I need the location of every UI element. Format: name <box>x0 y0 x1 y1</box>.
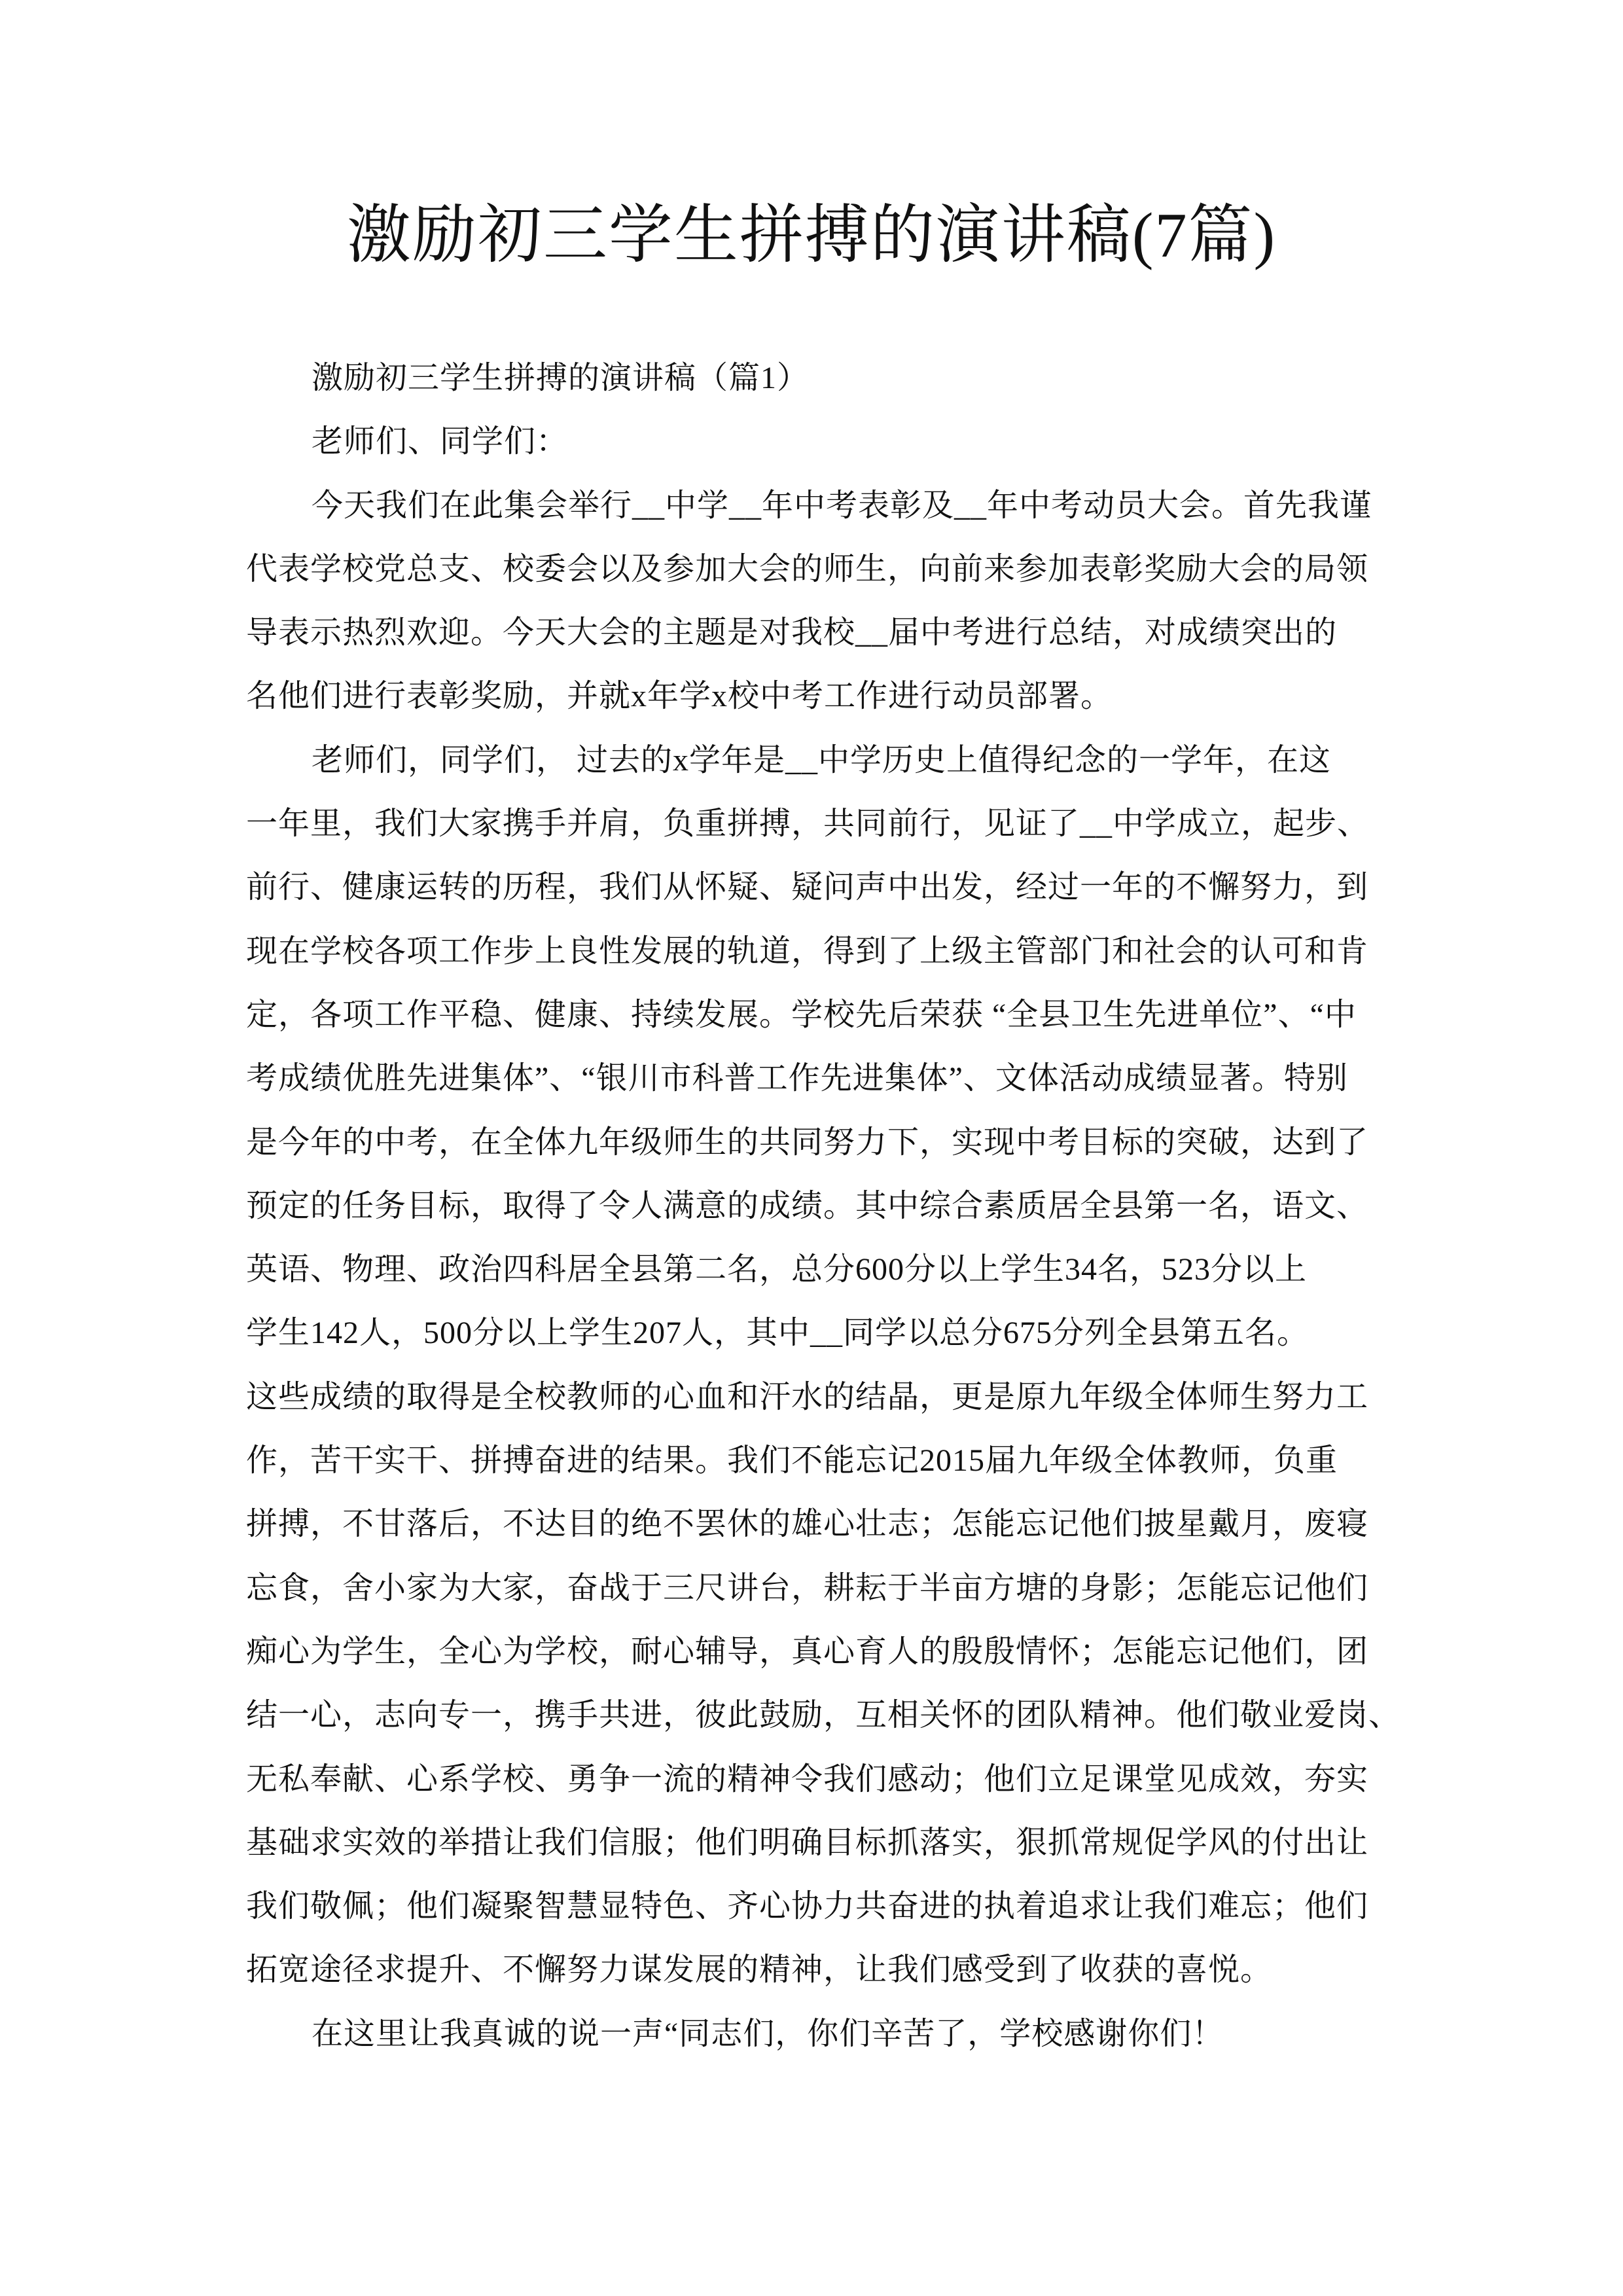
text-line: 无私奉献、心系学校、勇争一流的精神令我们感动；他们立足课堂见成效，夯实 <box>246 1761 1369 1797</box>
text-line: 痴心为学生，全心为学校，耐心辅导，真心育人的殷殷情怀；怎能忘记他们，团 <box>246 1634 1369 1669</box>
text-line: 预定的任务目标，取得了令人满意的成绩。其中综合素质居全县第一名，语文、 <box>246 1188 1369 1223</box>
text-line: 英语、物理、政治四科居全县第二名，总分600分以上学生34名，523分以上 <box>246 1252 1308 1287</box>
text-line: 拼搏，不甘落后，不达目的绝不罢休的雄心壮志；怎能忘记他们披星戴月，废寝 <box>246 1507 1369 1542</box>
text-line: 前行、健康运转的历程，我们从怀疑、疑问声中出发，经过一年的不懈努力，到 <box>246 870 1369 905</box>
text-line: 结一心，志向专一，携手共进，彼此鼓励，互相关怀的团队精神。他们敬业爱岗、 <box>246 1698 1401 1733</box>
document-title: 激励初三学生拼搏的演讲稿(7篇) <box>346 200 1277 271</box>
text-line: 定，各项工作平稳、健康、持续发展。学校先后荣获 “全县卫生先进单位”、“中 <box>246 997 1357 1032</box>
text-line: 考成绩优胜先进集体”、“银川市科普工作先进集体”、文体活动成绩显著。特别 <box>246 1061 1348 1096</box>
text-line: 学生142人，500分以上学生207人，其中__同学以总分675分列全县第五名。 <box>246 1316 1310 1351</box>
text-line: 名他们进行表彰奖励，并就x年学x校中考工作进行动员部署。 <box>246 679 1113 714</box>
text-line: 导表示热烈欢迎。今天大会的主题是对我校__届中考进行总结，对成绩突出的 <box>246 615 1338 651</box>
text-line: 在这里让我真诚的说一声“同志们，你们辛苦了，学校感谢你们！ <box>312 2016 1224 2051</box>
text-line: 作，苦干实干、拼搏奋进的结果。我们不能忘记2015届九年级全体教师，负重 <box>246 1443 1338 1479</box>
text-line: 我们敬佩；他们凝聚智慧显特色、齐心协力共奋进的执着追求让我们难忘；他们 <box>246 1889 1369 1924</box>
document-body <box>246 346 1401 2066</box>
text-line: 代表学校党总支、校委会以及参加大会的师生，向前来参加表彰奖励大会的局领 <box>246 551 1369 586</box>
text-line: 忘食，舍小家为大家，奋战于三尺讲台，耕耘于半亩方塘的身影；怎能忘记他们 <box>246 1570 1369 1605</box>
text-line: 老师们，同学们， 过去的x学年是__中学历史上值得纪念的一学年，在这 <box>312 742 1332 778</box>
text-line: 今天我们在此集会举行__中学__年中考表彰及__年中考动员大会。首先我谨 <box>312 488 1372 523</box>
text-line: 激励初三学生拼搏的演讲稿（篇1） <box>312 361 810 395</box>
text-line: 基础求实效的举措让我们信服；他们明确目标抓落实，狠抓常规促学风的付出让 <box>246 1825 1369 1860</box>
text-line: 这些成绩的取得是全校教师的心血和汗水的结晶，更是原九年级全体师生努力工 <box>246 1379 1369 1414</box>
text-line: 拓宽途径求提升、不懈努力谋发展的精神，让我们感受到了收获的喜悦。 <box>246 1952 1273 1988</box>
text-line: 现在学校各项工作步上良性发展的轨道，得到了上级主管部门和社会的认可和肯 <box>246 933 1369 969</box>
text-line: 是今年的中考，在全体九年级师生的共同努力下，实现中考目标的突破，达到了 <box>246 1124 1369 1160</box>
text-line: 一年里，我们大家携手并肩，负重拼搏，共同前行，见证了__中学成立，起步、 <box>246 806 1370 842</box>
text-line: 老师们、同学们： <box>312 424 569 459</box>
